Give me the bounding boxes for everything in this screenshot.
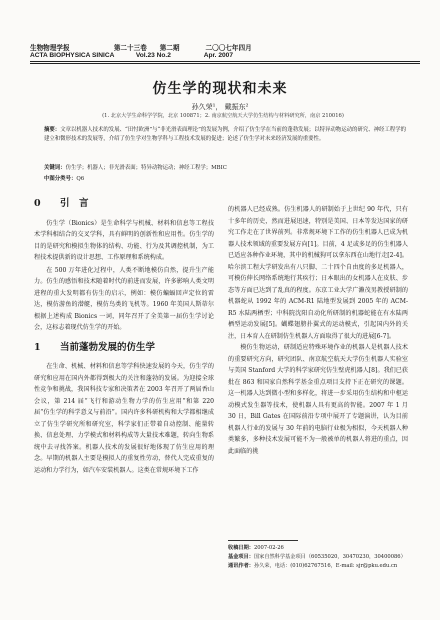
volume-cn: 第二十三卷 — [113, 45, 147, 52]
fund-label: 基金项目： — [228, 554, 254, 561]
volume-en: Vol.23 No.2 — [135, 52, 171, 59]
journal-name-en: ACTA BIOPHYSICA SINICA — [30, 52, 115, 59]
journal-name-cn: 生物物理学报 — [30, 45, 70, 52]
clc-text: Q6 — [76, 176, 85, 182]
issue-cn: 第二期 — [159, 45, 180, 52]
received-label: 收稿日期： — [228, 545, 254, 551]
section-number: 1 — [34, 341, 41, 353]
fund-text: 国家自然科学基金项目（60535020，30470230，30400086） — [253, 554, 406, 561]
keywords-text: 仿生学；机器人；非光滑表面；特异动物运动；神经工程学；MBIC — [65, 165, 227, 171]
running-header-en — [30, 52, 420, 59]
article-authors: 孙久荣¹， 戴振东² — [191, 103, 249, 111]
clc-label: 中图分类号： — [44, 176, 77, 182]
header-rule — [30, 61, 420, 62]
section-title: 当前蓬勃发展的仿生学 — [60, 341, 156, 353]
header-rule-thin — [30, 63, 420, 64]
received-date: 2007-02-26 — [253, 545, 284, 551]
paragraph: 在 500 万年进化过程中，人类不断地模仿自然，提升生产能力。仿生的感悟和技术随着时代的前进而发展，许多影响人类文明进程的重大发明都有仿生的启示，例如：模仿蝙蝠回声定位的雷达，模仿游鱼的潜艇，模仿鸟类的飞机等。1960 年美国人斯蒂尔根据上述构成 Bionics 一词，同年召开了全美第一届仿生学讨论会，这标志着现代仿生学的开始。 — [34, 266, 214, 331]
corresponding-text: 孙久荣，电话：(010)62767516，E-mail: sjr@pku.edu.cn — [253, 563, 398, 570]
abstract-text: 文章以机器人技术的发展、“田忖欧洲”与“非光滑表面理论”的发展为例，介绍了仿生学在当前的蓬勃发展；以特异动物运动的研究、神经工程学的建立和微形技术的发展等，介绍了仿生学对生物学科与工程技术发展的促进；论述了仿生学对未来经济发展的重要性。 — [44, 127, 406, 143]
date-en: Apr. 2007 — [203, 52, 234, 59]
paragraph: 仿生学（Bionics）是生命科学与机械、材料和信息等工程技术学科相结合的交叉学科，具有鲜明的创新性和应用性。仿生学的目的是研究和模拟生物体的结构、功能、行为及其调控机制，为工程技术提供新的设计思想、工作原理和系统构成。 — [34, 219, 214, 261]
section-heading — [34, 198, 214, 210]
keywords — [44, 164, 406, 173]
date-cn: 二〇〇七年四月 — [205, 45, 252, 52]
article-title: 仿生学的现状和未来 — [152, 81, 288, 97]
corresponding-label: 通讯作者： — [228, 563, 254, 570]
classification — [44, 174, 406, 182]
abstract — [44, 126, 406, 145]
abstract-label: 摘要： — [44, 127, 61, 133]
left-column — [34, 196, 214, 477]
section-heading — [34, 342, 214, 354]
keywords-label: 关键词： — [44, 165, 66, 171]
paragraph: 的机器人已经成熟。仿生机器人的研制始于上世纪 90 年代，只有十多年的历史，然而进展迅速，特别是美国、日本等发达国家的研究工作走在了世界前列。非常规环境下工作的仿生机器人已成为机器人技术领域的重要发展方向[1]。目前，4 足或多足的仿生机器人已适应各种作业环境，其中的机械狗可以拿东西在山地行走[2-4]。哈尔滨工程大学研发出有八只脚、二十四个自由度的多足机器人，可模仿伸长网络系统地行其疾行；日本眼出的女机器人在皮肤、步态等方面已达到了乱真的程度。东京工业大学广濑茂男教授研制的机器蛇从 1992 年的 ACM-R1 陆地型发展到 2005 年的 ACM-R5 水陆两栖型；中科院沈阳自动化所研制的机器蛇能在有水陆两栖型运动发展[5]。蝴蝶翅膀扑翼式的运动模式，引起国内外的关注，日本育人在研制仿生机器人方面取得了很大的进展[6-7]。 — [228, 206, 408, 340]
paragraph: 模仿生物运动，研制适应特殊环境作业的机器人是机器人技术的重要研究方向，研究团队、南京航空航天大学仿生机器人实验室与美国 Stanford 大学的科学家研究仿生壁虎机器人[8]。我们已获批在 863 和国家自然科学基金重点项目支持下正在研究的课题。这一机器人达到微小型和多样化，将进一步采用仿生结构和中枢运动模式发生器等技术，使机器人具有更高的智能。2007 年 1 月 30 日，Bill Gates 在国际前沿专项中展开了专题演讲，认为目前机器人行业的发展与 30 年前的电脑行业极为相似，今天机器人种类繁多，多种技术发展可能不为一般被单的机器人将进的重点，因此面临的挑 — [228, 344, 408, 455]
section-title: 引 言 — [60, 198, 89, 209]
running-header-cn — [30, 42, 420, 52]
footnote-rule — [228, 540, 298, 541]
paragraph: 在生命、机械、材料和信息等学科快速发展的今天，仿生学的研究和应用在国内外都得到极大的关注和蓬勃的发展。为迎接全球性竞争和挑战，我国科技专家和决策者在 2003 年召开了两届香山会议，第 214 届“飞行和游动生物力学的仿生应用”和第 220 届“仿生学的科学意义与前沿”。国内许多科研机构和大学都相继成立了仿生学研究所和研究室，科学家们正带着自动控制、能量转换、信息处理、力学模式和材料构成等大量技术难题，转向生物系统中去寻找答案。机器人技术的发展很好地体现了仿生应用的理念。早期的机器人主要是模拟人的重复性劳动，替代人完成重复的运动和力学行为，如汽车安装机器人。这类在常规环境下工作 — [34, 363, 214, 474]
footnote — [228, 544, 408, 572]
author-affiliation: (1. 北京大学生命科学学院，北京 100871；2. 南京航空航天大学仿生结构与材料研究所，南京 210016) — [102, 113, 344, 119]
right-column — [228, 204, 408, 458]
section-number: 0 — [34, 198, 41, 209]
